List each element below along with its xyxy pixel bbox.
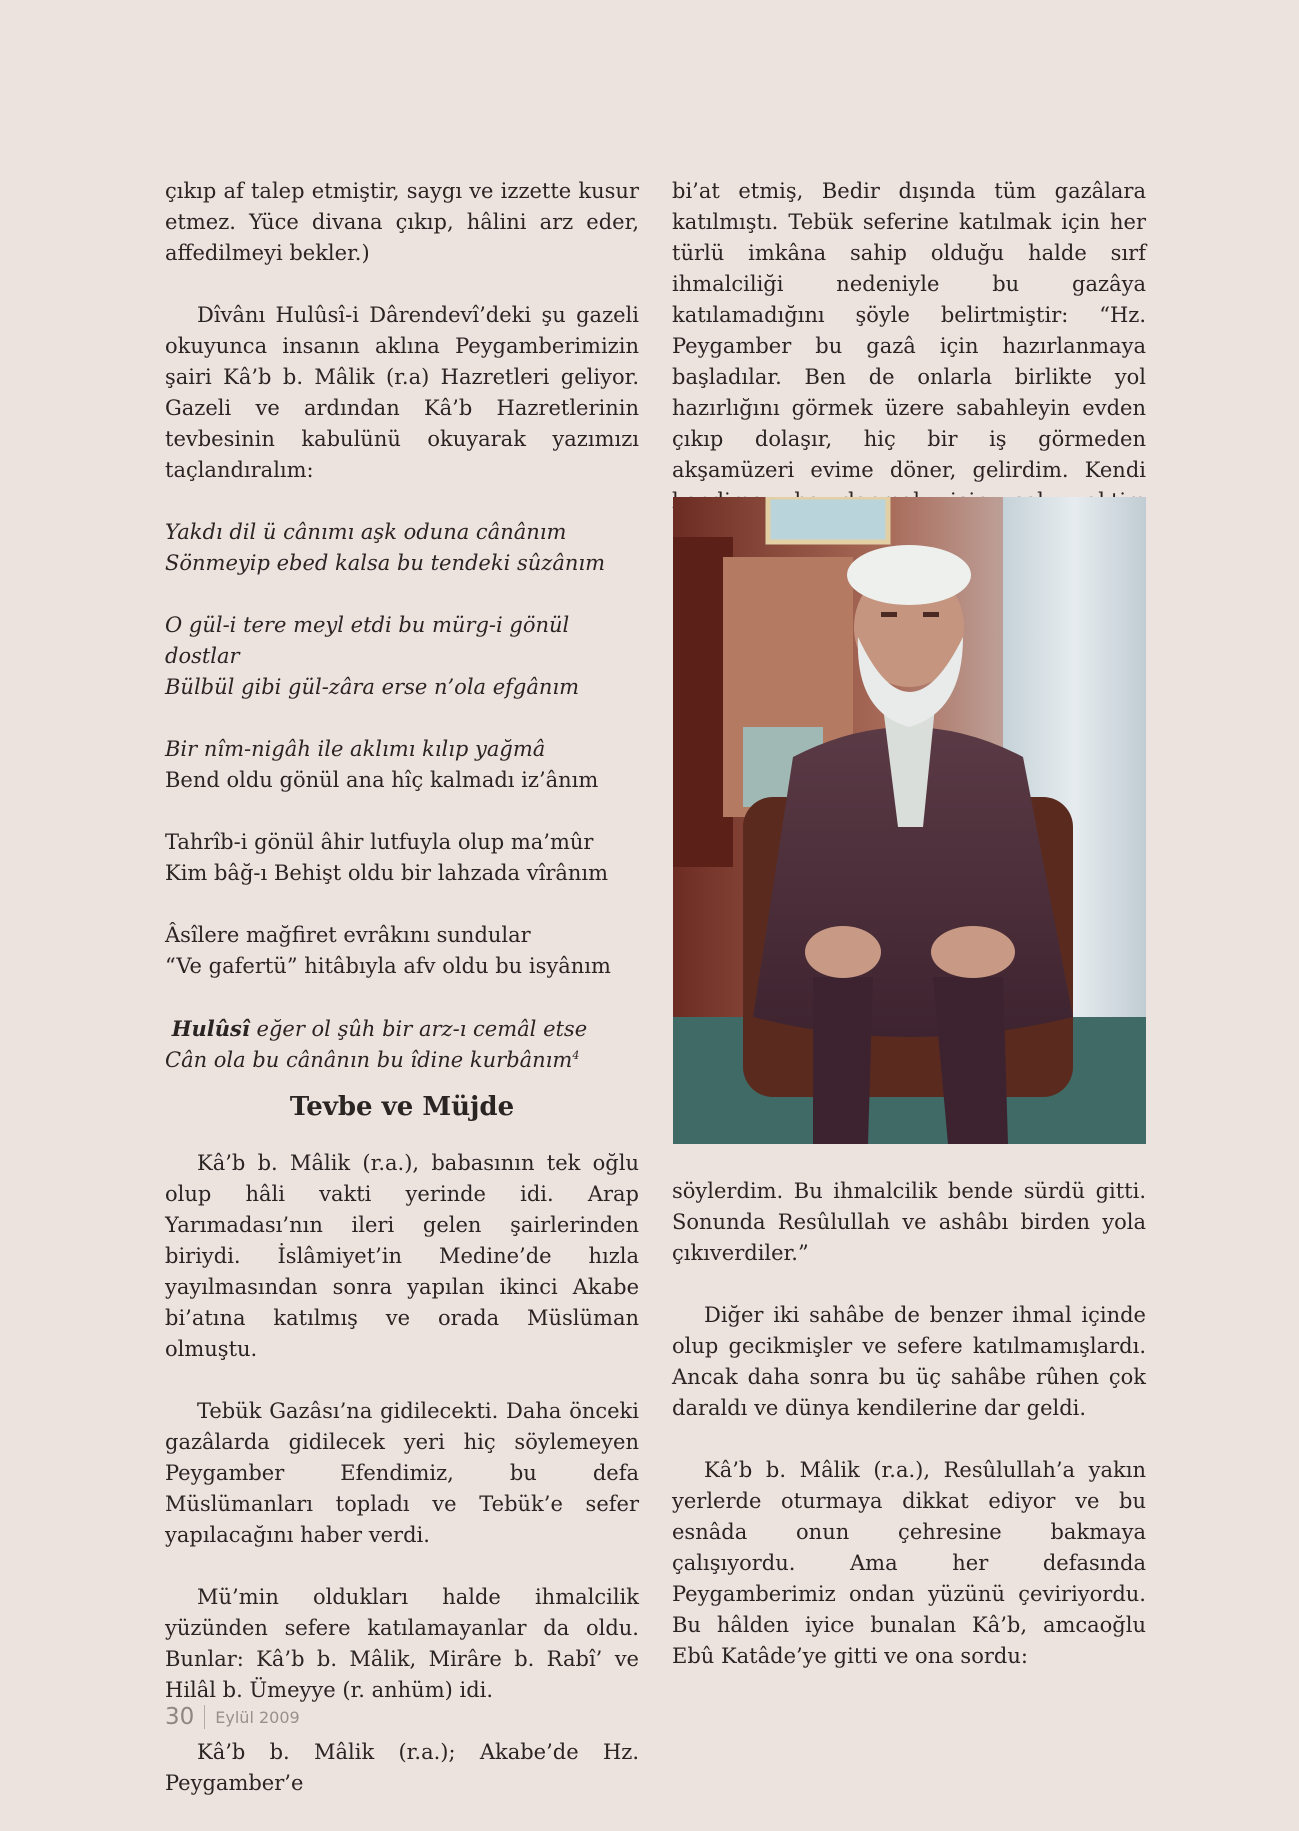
right-column-bottom	[672, 1176, 1146, 1672]
body-paragraph: Diğer iki sahâbe de benzer ihmal içinde olup gecikmişler ve sefere katılmamışlardı. Ancak daha sonra bu üç sahâbe rûhen çok daraldı ve dünya kendilerine dar geldi.	[672, 1303, 1146, 1420]
portrait-illustration	[673, 497, 1146, 1144]
poem-line: Sönmeyip ebed kalsa bu tendeki sûzânım	[165, 551, 606, 575]
body-paragraph: Kâ’b b. Mâlik (r.a.), Resûlullah’a yakın yerlerde oturmaya dikkat ediyor ve bu esnâda onun çehresine bakmaya çalışıyordu. Ama her defasında Peygamberimiz ondan yüzünü çeviriyordu. Bu hâlden iyice bunalan Kâ’b, amcaoğlu Ebû Katâde’ye gitti ve ona sordu:	[672, 1458, 1146, 1668]
poem-couplet	[165, 920, 639, 982]
body-paragraph: Mü’min oldukları halde ihmalcilik yüzünden sefere katılamayanlar da oldu. Bunlar: Kâ’b b. Mâlik, Mirâre b. Rabî’ ve Hilâl b. Ümeyye (r. anhüm) idi.	[165, 1585, 639, 1702]
poem-line: “Ve gafertü” hitâbıyla afv oldu bu isyânım	[165, 954, 611, 978]
poem-line: Bend oldu gönül ana hîç kalmadı iz’ânım	[165, 768, 599, 792]
page-footer	[165, 1704, 300, 1730]
intro-paragraph: çıkıp af talep etmiştir, saygı ve izzette kusur etmez. Yüce divana çıkıp, hâlini arz eder, affedilmeyi bekler.)	[165, 179, 639, 265]
poem-line	[165, 1013, 639, 1045]
body-paragraph: söylerdim. Bu ihmalcilik bende sürdü gitti. Sonunda Resûlullah ve ashâbı birden yola çıkıverdiler.”	[672, 1179, 1146, 1265]
poem-couplet	[165, 734, 639, 796]
body-paragraph: bi’at etmiş, Bedir dışında tüm gazâlara katılmıştı. Tebük seferine katılmak için her türlü imkâna sahip olduğu halde sırf ihmalciliği nedeniyle bu gazâya katılamadığını şöyle belirtmiştir: “Hz. Peygamber bu gazâ için hazırlanmaya başladılar. Ben de onlarla birlikte yol hazırlığını görmek üzere sabahleyin evden çıkıp dolaşır, hiç bir iş görmeden akşamüzeri evime döner, gelirdim. Kendi	[672, 179, 1146, 482]
lead-paragraph: Dîvânı Hulûsî-i Dârendevî’deki şu gazeli okuyunca insanın aklına Peygamberimizin şairi Kâ’b b. Mâlik (r.a) Hazretleri geliyor. Gazeli ve ardından Kâ’b Hazretlerinin tevbesinin kabulünü okuyarak yazımızı taçlandıralım:	[165, 303, 639, 482]
poem-line: Kim bâğ-ı Behişt oldu bir lahzada vîrânım	[165, 861, 609, 885]
poem-line: Âsîlere mağfiret evrâkını sundular	[165, 923, 531, 947]
poem-couplet	[165, 827, 639, 889]
poem-couplet	[165, 517, 639, 579]
poem-line	[165, 1045, 639, 1076]
left-column	[165, 176, 639, 1799]
body-paragraph: Kâ’b b. Mâlik (r.a.); Akabe’de Hz. Peygamber’e	[165, 1740, 639, 1795]
poem-line: Yakdı dil ü cânımı aşk oduna cânânım	[165, 520, 567, 544]
poem-line: Bir nîm-nigâh ile aklımı kılıp yağmâ	[165, 737, 546, 761]
poem-couplet	[165, 610, 639, 703]
poem-line: O gül-i tere meyl etdi bu mürg-i gönül dostlar	[165, 613, 570, 668]
poem-line-text: Cân ola bu cânânın bu îdine kurbânım	[165, 1048, 573, 1072]
poem-line-rest: eğer ol şûh bir arz-ı cemâl etse	[249, 1017, 588, 1041]
right-column-top	[672, 176, 1146, 548]
body-paragraph: Kâ’b b. Mâlik (r.a.), babasının tek oğlu olup hâli vakti yerinde idi. Arap Yarımadası’nın ileri gelen şairlerinden biriydi. İslâmiyet’in Medine’de hızla yayılmasından sonra yapılan ikinci Akabe bi’atına katılmış ve orada Müslüman olmuştu.	[165, 1151, 639, 1361]
poem-line: Tahrîb-i gönül âhir lutfuyla olup ma’mûr	[165, 830, 594, 854]
poet-name: Hulûsî	[171, 1016, 250, 1041]
footer-divider	[204, 1705, 205, 1729]
body-paragraph: Tebük Gazâsı’na gidilecekti. Daha önceki gazâlarda gidilecek yeri hiç söylemeyen Peygamber Efendimiz, bu defa Müslümanları topladı ve Tebük’e sefer yapılacağını haber verdi.	[165, 1399, 639, 1547]
footnote-marker: 4	[572, 1049, 580, 1062]
page-number: 30	[165, 1704, 195, 1730]
poem-final-couplet	[165, 1013, 639, 1076]
portrait-photo	[673, 497, 1146, 1144]
poem-line: Bülbül gibi gül-zâra erse n’ola efgânım	[165, 675, 580, 699]
section-heading: Tevbe ve Müjde	[289, 1092, 515, 1122]
issue-date: Eylül 2009	[215, 1707, 300, 1727]
